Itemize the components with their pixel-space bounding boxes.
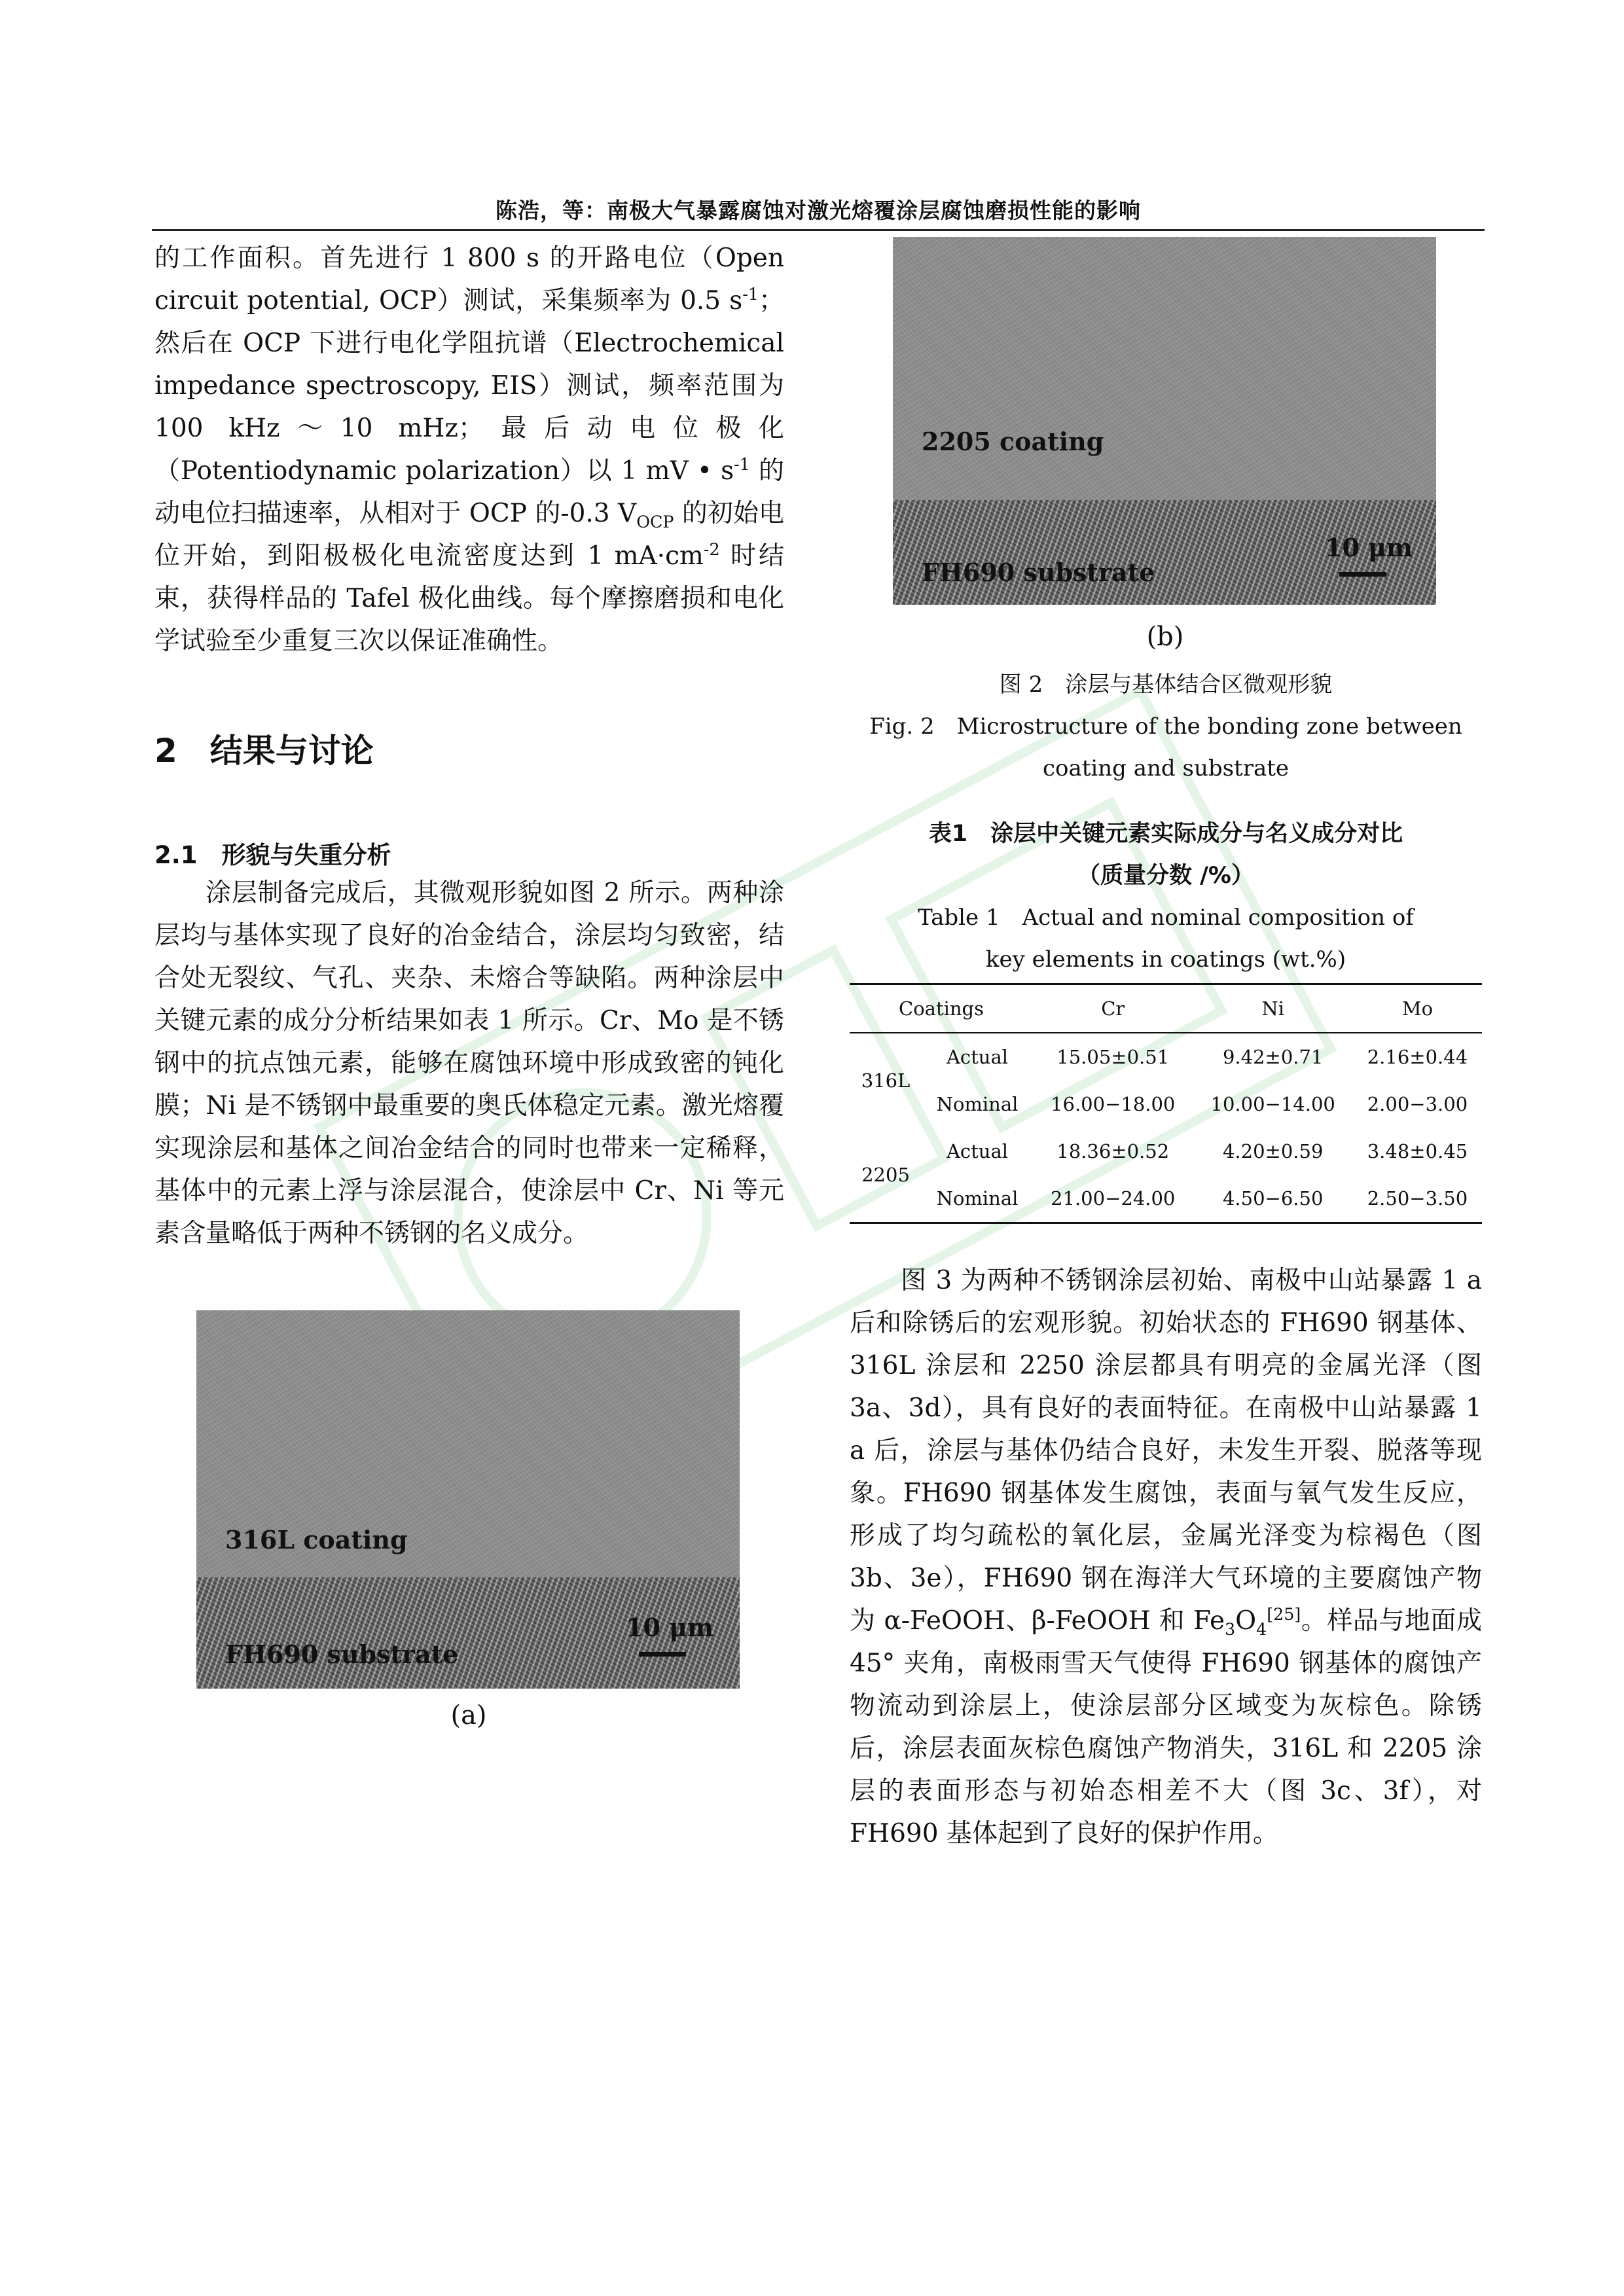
table-1-title <box>850 813 1482 980</box>
cell-mo: 2.00−3.00 <box>1367 1093 1468 1115</box>
header-ni: Ni <box>1261 997 1284 1020</box>
cell-cr: 16.00−18.00 <box>1051 1093 1176 1115</box>
row-type: Actual <box>946 1140 1009 1162</box>
row-type: Nominal <box>936 1187 1019 1210</box>
cell-mo: 2.50−3.50 <box>1367 1187 1468 1210</box>
table-row <box>850 1033 1482 1081</box>
table-title-en-line1: Table 1 Actual and nominal composition of <box>918 905 1414 931</box>
coating-label-a: 316L coating <box>225 1525 408 1554</box>
row-type: Actual <box>946 1046 1009 1068</box>
figure-caption-cn: 图 2 涂层与基体结合区微观形貌 <box>999 672 1333 698</box>
running-header: 陈浩，等：南极大气暴露腐蚀对激光熔覆涂层腐蚀磨损性能的影响 <box>496 198 1141 223</box>
cell-mo: 2.16±0.44 <box>1367 1046 1468 1068</box>
subsection-title: 2.1 形貌与失重分析 <box>154 841 391 869</box>
row-type: Nominal <box>936 1093 1019 1115</box>
substrate-label-a: FH690 substrate <box>225 1640 459 1669</box>
results-paragraph: 涂层制备完成后，其微观形貌如图 2 所示。两种涂层均与基体实现了良好的冶金结合，涂层均匀致密，结合处无裂纹、气孔、夹杂、未熔合等缺陷。两种涂层中关键元素的成分分析结果如表 1 所示。Cr、Mo 是不锈钢中的抗点蚀元素，能够在腐蚀环境中形成致密的钝化膜；Ni 是不锈钢中最重要的奥氏体稳定元素。激光熔覆实现涂层和基体之间冶金结合的同时也带来一定稀释，基体中的元素上浮与涂层混合，使涂层中 Cr、Ni 等元素含量略低于两种不锈钢的名义成分。 <box>154 878 784 1248</box>
table-row <box>850 1175 1482 1223</box>
cell-cr: 21.00−24.00 <box>1051 1187 1176 1210</box>
figure-2-caption <box>850 664 1482 789</box>
substrate-label-b: FH690 substrate <box>922 558 1155 587</box>
panel-tag-b: (b) <box>1146 622 1184 652</box>
method-paragraph: 的工作面积。首先进行 1 800 s 的开路电位（Open circuit potential, OCP）测试，采集频率为 0.5 $s^{-1}$；然后在 OCP 下进行电化学阻抗谱（Electrochemical impedance spectroscopy, EIS）测试，频率范围为 100 kHz～10 mHz；最后动电位极化（Potentiodynamic polarization）以 1 mV • $s^{-1}$ 的动电位扫描速率，从相对于 OCP 的-0.3 $V_{OCP}$ 的初始电位开始，到阳极极化电流密度达到 1 $mA\cdot cm^{-2}$ 时结束，获得样品的 Tafel 极化曲线。每个摩擦磨损和电化学试验至少重复三次以保证准确性。 <box>154 243 784 656</box>
scale-label-b: 10 μm <box>1325 533 1413 562</box>
table-title-cn-line2: （质量分数 /%） <box>1077 863 1255 889</box>
table-title-cn-line1: 表1 涂层中关键元素实际成分与名义成分对比 <box>928 821 1403 847</box>
scale-label-a: 10 μm <box>626 1613 714 1642</box>
macro-morphology-paragraph: 图 3 为两种不锈钢涂层初始、南极中山站暴露 1 a 后和除锈后的宏观形貌。初始状态的 FH690 钢基体、316L 涂层和 2250 涂层都具有明亮的金属光泽（图 3a、3d），具有良好的表面特征。在南极中山站暴露 1 a 后，涂层与基体仍结合良好，未发生开裂、脱落等现象。FH690 钢基体发生腐蚀，表面与氧气发生反应，形成了均匀疏松的氧化层，金属光泽变为棕褐色（图 3b、3e），FH690 钢在海洋大气环境的主要腐蚀产物为 α-FeOOH、β-FeOOH 和 $Fe_3O_4[25]$。样品与地面成 45° 夹角，南极雨雪天气使得 FH690 钢基体的腐蚀产物流动到涂层上，使涂层部分区域变为灰棕色。除锈后，涂层表面灰棕色腐蚀产物消失，316L 和 2205 涂层的表面形态与初始态相差不大（图 3c、3f），对 FH690 基体起到了良好的保护作用。 <box>850 1266 1482 1848</box>
figure-caption-en-line2: coating and substrate <box>1042 755 1290 781</box>
cell-ni: 10.00−14.00 <box>1210 1093 1335 1115</box>
cell-cr: 18.36±0.52 <box>1056 1140 1170 1162</box>
cell-mo: 3.48±0.45 <box>1367 1140 1468 1162</box>
composition-table <box>850 983 1482 1224</box>
table-row <box>850 1128 1482 1175</box>
micrograph-a <box>196 1310 740 1689</box>
cell-ni: 9.42±0.71 <box>1222 1046 1324 1068</box>
section-title: 2 结果与讨论 <box>154 732 374 770</box>
header-mo: Mo <box>1401 997 1434 1020</box>
cell-ni: 4.50−6.50 <box>1222 1187 1324 1210</box>
cell-cr: 15.05±0.51 <box>1056 1046 1170 1068</box>
table-title-en-line2: key elements in coatings (wt.%) <box>985 946 1346 973</box>
micrograph-b <box>893 237 1436 605</box>
table-header-row <box>850 984 1482 1033</box>
header-rule <box>152 229 1485 231</box>
coating-label-b: 2205 coating <box>922 427 1104 456</box>
cell-ni: 4.20±0.59 <box>1222 1140 1324 1162</box>
scale-bar-b <box>1339 572 1386 577</box>
header-coatings: Coatings <box>899 997 984 1020</box>
group-name: 2205 <box>861 1164 910 1186</box>
scale-bar-a <box>639 1652 686 1657</box>
group-name: 316L <box>861 1069 911 1092</box>
panel-tag-a: (a) <box>450 1700 487 1731</box>
header-cr: Cr <box>1101 997 1125 1020</box>
figure-caption-en-line1: Fig. 2 Microstructure of the bonding zone between <box>869 713 1462 740</box>
table-row <box>850 1081 1482 1128</box>
